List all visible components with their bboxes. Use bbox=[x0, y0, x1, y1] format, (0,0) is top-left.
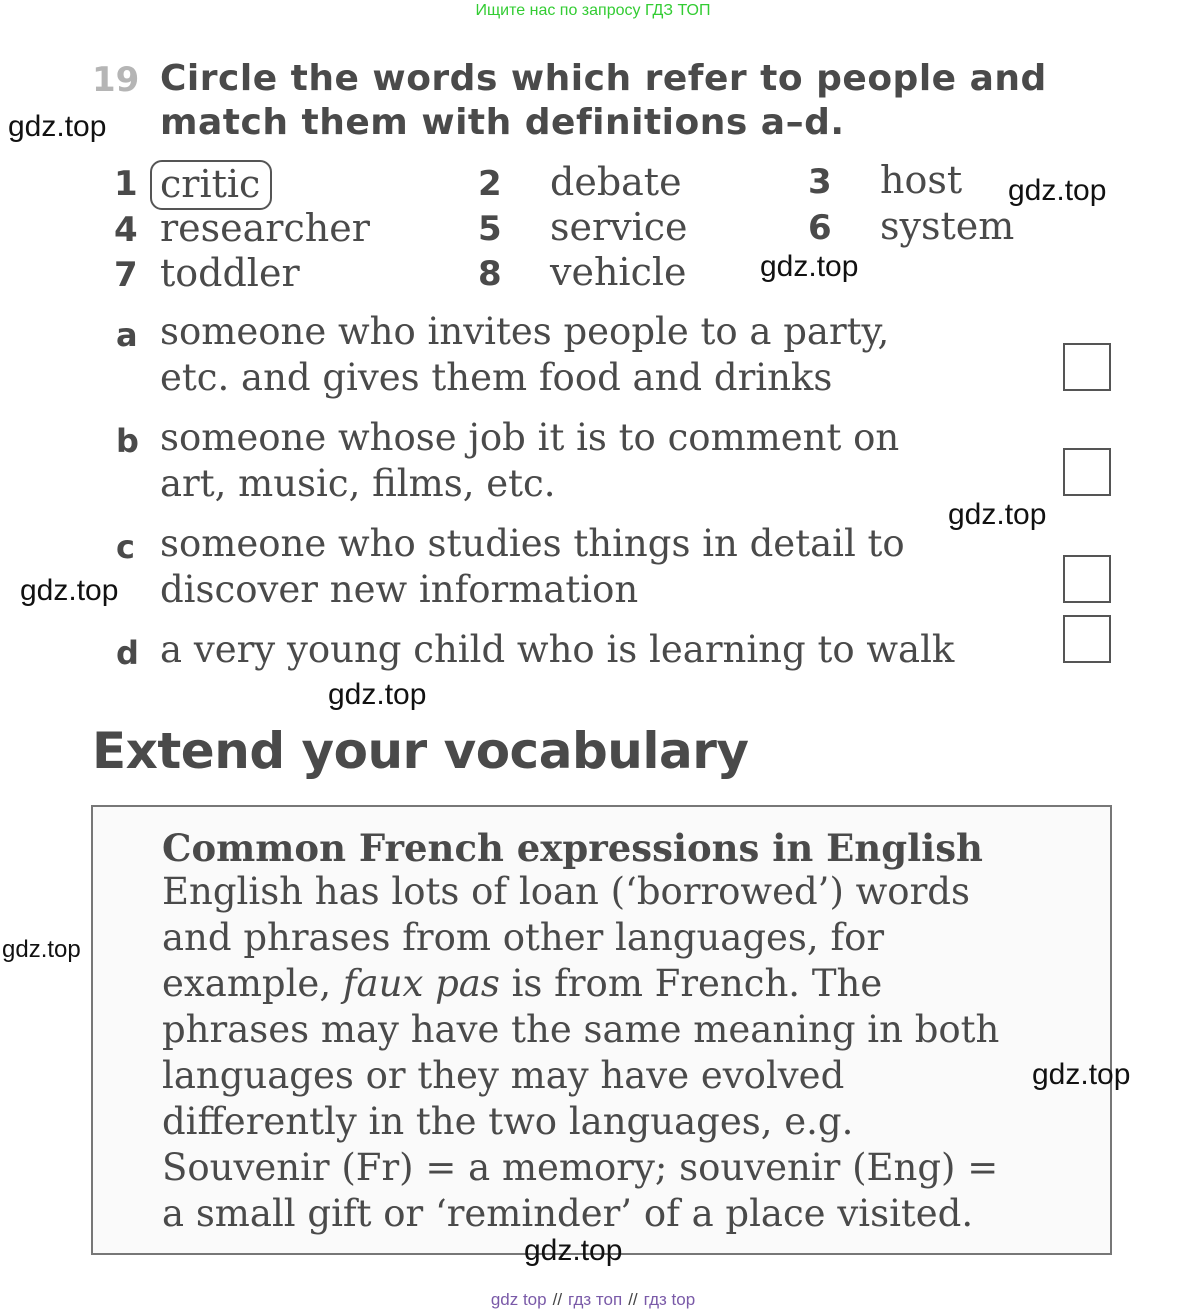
definition-b-line-1: someone whose job it is to comment on bbox=[160, 416, 900, 459]
watermark: gdz.top bbox=[760, 250, 859, 283]
section-title: Extend your vocabulary bbox=[92, 722, 749, 780]
answer-box-c[interactable] bbox=[1063, 555, 1111, 603]
info-line-start: example, bbox=[162, 962, 343, 1005]
info-line: English has lots of loan (‘borrowed’) words bbox=[162, 870, 970, 913]
info-line: differently in the two languages, e.g. bbox=[162, 1100, 854, 1143]
word-system[interactable]: system bbox=[880, 204, 1015, 248]
watermark: gdz.top bbox=[948, 498, 1047, 531]
watermark: gdz.top bbox=[524, 1234, 623, 1267]
info-line bbox=[162, 962, 882, 1005]
word-researcher[interactable]: researcher bbox=[160, 206, 370, 250]
word-number: 7 bbox=[114, 255, 138, 295]
word-number: 6 bbox=[808, 208, 832, 248]
info-line: phrases may have the same meaning in both bbox=[162, 1008, 1000, 1051]
watermark: gdz.top bbox=[20, 574, 119, 607]
watermark: gdz.top bbox=[2, 936, 81, 963]
watermark: gdz.top bbox=[8, 110, 107, 143]
bottom-link[interactable]: гдз топ bbox=[568, 1290, 623, 1309]
watermark: gdz.top bbox=[1008, 174, 1107, 207]
answer-box-b[interactable] bbox=[1063, 448, 1111, 496]
word-service[interactable]: service bbox=[550, 205, 688, 249]
definition-b-line-2: art, music, films, etc. bbox=[160, 462, 556, 505]
word-number: 5 bbox=[478, 209, 502, 249]
definition-c-line-1: someone who studies things in detail to bbox=[160, 522, 905, 565]
definition-letter: c bbox=[116, 528, 135, 566]
exercise-number: 19 bbox=[92, 60, 140, 100]
bottom-link[interactable]: gdz top bbox=[490, 1290, 547, 1309]
watermark: gdz.top bbox=[1032, 1058, 1131, 1091]
info-line: and phrases from other languages, for bbox=[162, 916, 885, 959]
definition-letter: d bbox=[116, 634, 139, 672]
definition-a-line-1: someone who invites people to a party, bbox=[160, 310, 890, 353]
word-number: 1 bbox=[114, 164, 138, 204]
answer-box-a[interactable] bbox=[1063, 343, 1111, 391]
definition-letter: b bbox=[116, 422, 139, 460]
link-separator: // bbox=[628, 1290, 638, 1309]
answer-box-d[interactable] bbox=[1063, 615, 1111, 663]
info-line-rest: is from French. The bbox=[499, 962, 883, 1005]
definition-letter: a bbox=[116, 316, 138, 354]
word-number: 8 bbox=[478, 254, 502, 294]
bottom-links bbox=[0, 1290, 1186, 1310]
bottom-link[interactable]: гдз top bbox=[643, 1290, 696, 1309]
word-toddler[interactable]: toddler bbox=[160, 251, 300, 295]
italic-term: faux pas bbox=[342, 962, 500, 1005]
word-critic-circled[interactable]: critic bbox=[150, 160, 272, 210]
watermark: gdz.top bbox=[328, 678, 427, 711]
word-number: 4 bbox=[114, 210, 138, 250]
word-number: 2 bbox=[478, 164, 502, 204]
info-line: a small gift or ‘reminder’ of a place visited. bbox=[162, 1192, 974, 1235]
instruction-line-2: match them with definitions a–d. bbox=[160, 102, 845, 143]
word-host[interactable]: host bbox=[880, 158, 963, 202]
info-box-heading: Common French expressions in English bbox=[162, 826, 983, 870]
word-vehicle[interactable]: vehicle bbox=[550, 250, 687, 294]
info-line: languages or they may have evolved bbox=[162, 1054, 845, 1097]
top-banner[interactable]: Ищите нас по запросу ГДЗ ТОП bbox=[475, 2, 711, 19]
definition-c-line-2: discover new information bbox=[160, 568, 639, 611]
link-separator: // bbox=[552, 1290, 563, 1309]
info-line: Souvenir (Fr) = a memory; souvenir (Eng) = bbox=[162, 1146, 999, 1189]
definition-a-line-2: etc. and gives them food and drinks bbox=[160, 356, 833, 399]
instruction-line-1: Circle the words which refer to people and bbox=[160, 58, 1047, 99]
word-number: 3 bbox=[808, 162, 832, 202]
definition-d-line-1: a very young child who is learning to walk bbox=[160, 628, 955, 671]
word-debate[interactable]: debate bbox=[550, 160, 682, 204]
